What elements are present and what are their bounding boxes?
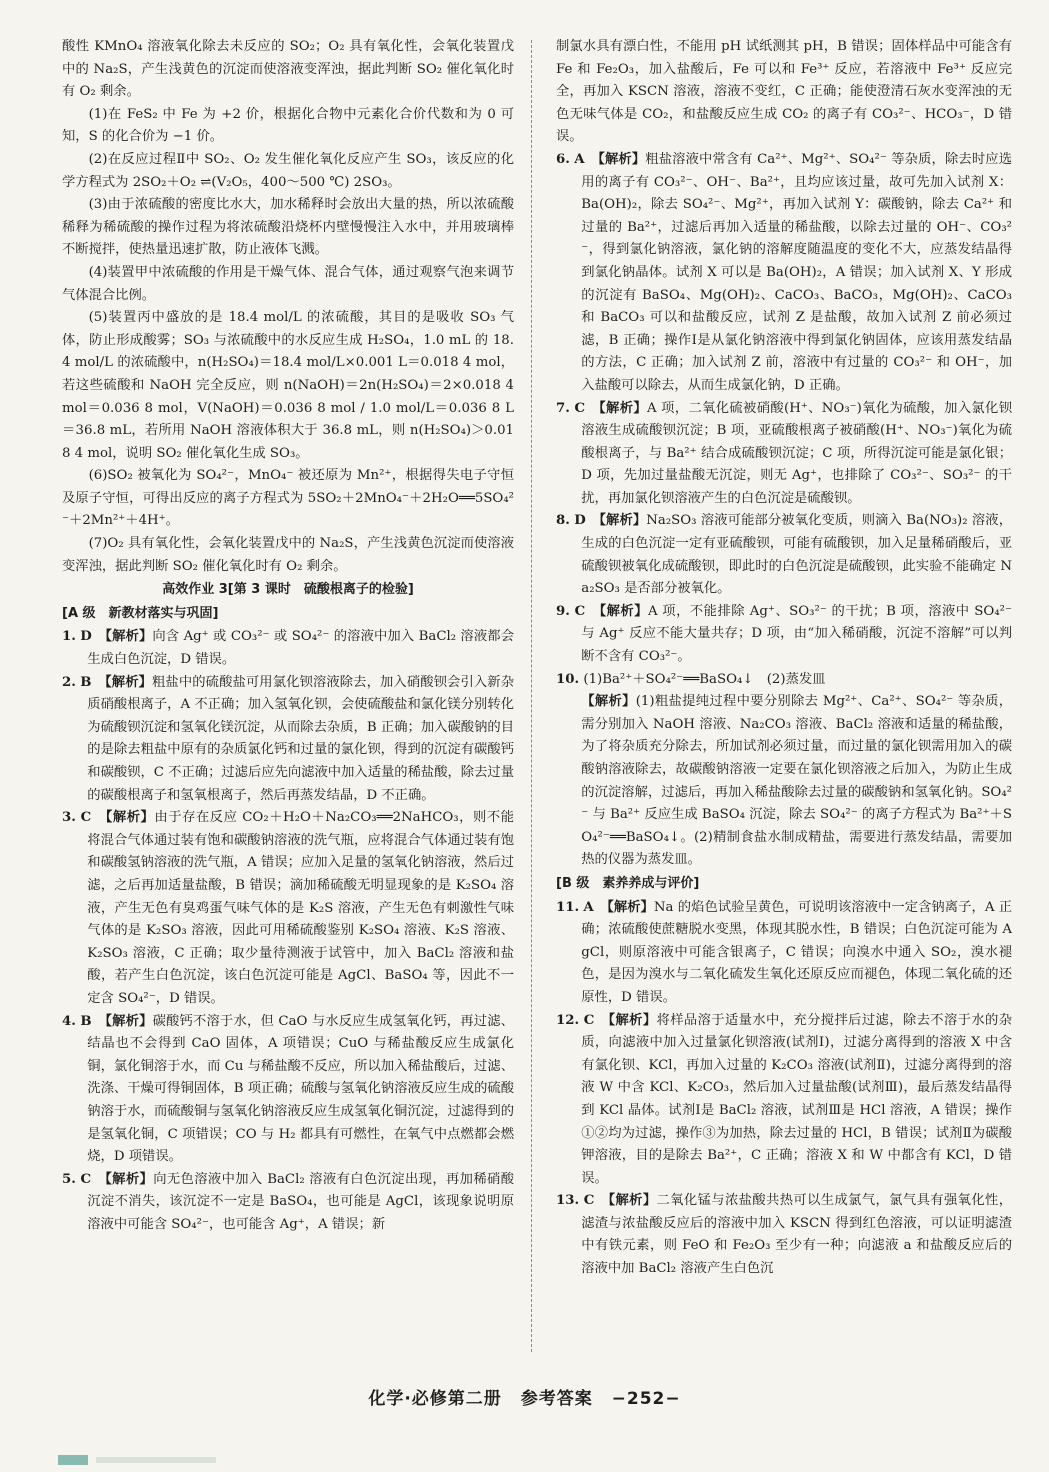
answer-choice: C xyxy=(583,1193,595,1209)
level-heading: [B 级 素养养成与评价] xyxy=(556,875,700,891)
answer-paragraph: (4)装置甲中浓硫酸的作用是干燥气体、混合气体，通过观察气泡来调节气体混合比例。 xyxy=(62,264,514,303)
answer-paragraph: (5)装置丙中盛放的是 18.4 mol/L 的浓硫酸，其目的是吸收 SO₃ 气体，防止形成酸雾；SO₃ 与浓硫酸中的水反应生成 H₂SO₄，1.0 mL 的 18.4 mol/L 的浓硫酸中，n(H₂SO₄)＝18.4 mol/L×0.001 L＝0.018 4 mol，若这些硫酸和 NaOH 完全反应，则 n(NaOH)＝2n(H₂SO₄)＝2×0.018 4 mol＝0.036 8 mol，V(NaOH)＝0.036 8 mol / 1.0 mol/L＝0.036 8 L＝36.8 mL，若所用 NaOH 溶液体积大于 36.8 mL，则 n(H₂SO₄)＞0.018 4 mol，说明 SO₂ 催化氧化生成 SO₃。 xyxy=(62,310,514,461)
answer-paragraph: (7)O₂ 具有氧化性，会氧化装置戊中的 Na₂S，产生浅黄色沉淀而使溶液变浑浊，据此判断 SO₂ 催化氧化时有 O₂ 剩余。 xyxy=(62,536,514,574)
analysis-tag: 【解析】 xyxy=(607,899,654,915)
question-answer xyxy=(556,897,1012,1010)
question-number: 4. xyxy=(62,1013,76,1029)
analysis-tag: 【解析】 xyxy=(599,603,648,619)
answer-choice: A xyxy=(574,151,585,167)
analysis-tag: 【解析】 xyxy=(105,1171,154,1187)
question-number: 3. xyxy=(62,810,76,826)
question-number: 7. xyxy=(556,400,570,416)
answer-paragraph: 酸性 KMnO₄ 溶液氧化除去未反应的 SO₂；O₂ 具有氧化性，会氧化装置戊中的 Na₂S，产生浅黄色的沉淀而使溶液变浑浊，据此判断 SO₂ 催化氧化时有 O₂ 剩余。 xyxy=(62,39,514,100)
question-answer xyxy=(62,672,514,808)
analysis-text: 粗盐溶液中常含有 Ca²⁺、Mg²⁺、SO₄²⁻ 等杂质，除去时应选用的离子有 CO₃²⁻、OH⁻、Ba²⁺，且均应该过量，故可先加入试剂 X：Ba(OH)₂，除去 SO₄²⁻、Mg²⁺，再加入试剂 Y：碳酸钠，除去 Ca²⁺ 和过量的 Ba²⁺，过滤后再加入适量的稀盐酸，以除去过量的 OH⁻、CO₃²⁻，得到氯化钠溶液，氯化钠的溶解度随温度的变化不大，应蒸发结晶得到氯化钠晶体。试剂 X 可以是 Ba(OH)₂，A 错误；加入试剂 X、Y 形成的沉淀有 BaSO₄、Mg(OH)₂、CaCO₃、BaCO₃，Mg(OH)₂、CaCO₃ 和 BaCO₃ 可以和盐酸反应，试剂 Z 是盐酸，故加入试剂 Z 前必须过滤，B 正确；操作Ⅰ是从氯化钠溶液中得到氯化钠固体，应该用蒸发结晶的方法，C 正确；加入试剂 Z 前，溶液中有过量的 CO₃²⁻ 和 OH⁻，加入盐酸可以除去，从而生成氯化钠，D 正确。 xyxy=(581,151,1012,393)
analysis-tag: 【解析】 xyxy=(105,629,153,645)
question-number: 6. xyxy=(556,151,570,167)
analysis-text: Na 的焰色试验呈黄色，可说明该溶液中一定含钠离子，A 正确；浓硫酸使蔗糖脱水变黑，体现其脱水性，B 错误；白色沉淀可能为 AgCl，则原溶液中可能含银离子，C 错误；向溴水中通入 SO₂，溴水褪色，是因为溴水与二氧化硫发生氧化还原反应而褪色，体现二氧化硫的还原性，D 错误。 xyxy=(581,899,1012,1005)
section-title: 高效作业 3[第 3 课时 硫酸根离子的检验] xyxy=(162,582,414,598)
answer-paragraph: (6)SO₂ 被氧化为 SO₄²⁻，MnO₄⁻ 被还原为 Mn²⁺，根据得失电子守恒及原子守恒，可得出反应的离子方程式为 5SO₂＋2MnO₄⁻＋2H₂O══5SO₄²⁻＋2Mn²⁺＋4H⁺。 xyxy=(62,468,514,529)
answer-choice: C xyxy=(80,810,92,826)
analysis-tag: 【解析】 xyxy=(105,1013,153,1029)
analysis-text: 碳酸钙不溶于水，但 CaO 与水反应生成氢氧化钙，再过滤、结晶也不会得到 CaO 固体，A 项错误；CuO 与稀盐酸反应生成氯化铜，氯化铜溶于水，而 Cu 与稀盐酸不反应，所以加入稀盐酸后，过滤、洗涤、干燥可得铜固体，B 项正确；硫酸与氢氧化钠溶液反应生成的硫酸钠溶于水，而硫酸铜与氢氧化钠溶液反应生成氢氧化铜沉淀，过滤得到的是氢氧化铜，C 项错误；CO 与 H₂ 都具有可燃性，在氧气中点燃都会燃烧，D 项错误。 xyxy=(87,1013,514,1165)
analysis-text: Na₂SO₃ 溶液可能部分被氧化变质，则滴入 Ba(NO₃)₂ 溶液，生成的白色沉淀一定有亚硫酸钡，可能有硫酸钡，加入足量稀硝酸后，亚硫酸钡被氧化成硫酸钡，即此时的白色沉淀是硫酸钡，此实验不能确定 Na₂SO₃ 是否部分被氧化。 xyxy=(581,513,1013,597)
answer-choice: A xyxy=(583,899,594,915)
analysis-tag: 【解析】 xyxy=(105,674,153,690)
answer-choice: B xyxy=(80,1013,92,1029)
question-answer xyxy=(62,807,514,1010)
question-answer xyxy=(556,669,1012,692)
analysis-tag: 【解析】 xyxy=(598,151,646,167)
analysis-text: 将样品溶于适量水中，充分搅拌后过滤，除去不溶于水的杂质，向滤液中加入过量氯化钡溶液(试剂Ⅰ)，过滤分离得到的溶液 X 中含有氯化钡、KCl，再加入过量的 K₂CO₃ 溶液(试剂Ⅱ)，过滤分离得到的溶液 W 中含 KCl、K₂CO₃，然后加入过量盐酸(试剂Ⅲ)，最后蒸发结晶得到 KCl 晶体。试剂Ⅰ是 BaCl₂ 溶液，试剂Ⅲ是 HCl 溶液，A 错误；操作①②均为过滤，操作③为加热，除去过量的 HCl，B 错误；试剂Ⅱ为碳酸钾溶液，目的是除去 Ba²⁺，C 正确；溶液 X 和 W 中都含有 KCl，D 错误。 xyxy=(581,1012,1013,1186)
question-answer xyxy=(556,398,1012,511)
level-heading: [A 级 新教材落实与巩固] xyxy=(62,605,219,621)
answer-paragraph: (2)在反应过程Ⅱ中 SO₂、O₂ 发生催化氧化反应产生 SO₃，该反应的化学方程式为 2SO₂＋O₂ ⇌(V₂O₅，400～500 ℃) 2SO₃。 xyxy=(62,151,514,190)
analysis-tag: 【解析】 xyxy=(608,1193,657,1209)
question-number: 11. xyxy=(556,899,580,915)
footer-page-number: −252− xyxy=(611,1389,681,1409)
bottom-decoration xyxy=(96,1457,216,1463)
question-answer xyxy=(62,1169,514,1237)
question-answer xyxy=(556,149,1012,398)
answer-choice: C xyxy=(80,1171,92,1187)
analysis-text: 向含 Ag⁺ 或 CO₃²⁻ 或 SO₄²⁻ 的溶液中加入 BaCl₂ 溶液都会生成白色沉淀，D 错误。 xyxy=(87,629,514,668)
analysis-tag: 【解析】 xyxy=(599,513,647,529)
question-answer xyxy=(556,601,1012,669)
column-divider xyxy=(531,40,532,1352)
analysis-text: 二氧化锰与浓盐酸共热可以生成氯气，氯气具有强氧化性，滤渣与浓盐酸反应后的溶液中加入 KSCN 得到红色溶液，可以证明滤渣中有铁元素，则 FeO 和 Fe₂O₃ 至少有一种；向滤液 a 和盐酸反应后的溶液中加 BaCl₂ 溶液产生白色沉 xyxy=(581,1193,1013,1277)
analysis-text: A 项，二氧化硫被硝酸(H⁺、NO₃⁻)氧化为硫酸，加入氯化钡溶液生成硫酸钡沉淀；B 项，亚硫酸根离子被硝酸(H⁺、NO₃⁻)氧化为硫酸根离子，与 Ba²⁺ 结合成硫酸钡沉淀；C 项，所得沉淀可能是氯化银；D 项，先加过量盐酸无沉淀，则无 Ag⁺，也排除了 CO₃²⁻、SO₃²⁻ 的干扰，再加氯化钡溶液产生的白色沉淀是硫酸钡。 xyxy=(581,400,1012,506)
analysis-tag: 【解析】 xyxy=(105,810,155,826)
answer-choice: D xyxy=(574,513,586,529)
question-number: 2. xyxy=(62,674,76,690)
footer-label: 参考答案 xyxy=(520,1389,593,1409)
question-number: 10. xyxy=(556,671,580,687)
answer-choice: B xyxy=(80,674,92,690)
right-column xyxy=(556,36,1012,1281)
answer-paragraph: (3)由于浓硫酸的密度比水大，加水稀释时会放出大量的热，所以浓硫酸稀释为稀硫酸的操作过程为将浓硫酸沿烧杯内壁慢慢注入水中，并用玻璃棒不断搅拌，使热量迅速扩散，防止液体飞溅。 xyxy=(62,197,514,258)
analysis-tag: 【解析】 xyxy=(608,1012,657,1028)
question-answer xyxy=(556,1010,1012,1191)
footer-subject: 化学·必修第二册 xyxy=(368,1389,502,1409)
question-number: 13. xyxy=(556,1193,580,1209)
question-answer xyxy=(62,1011,514,1169)
question-number: 5. xyxy=(62,1171,76,1187)
left-column xyxy=(62,36,514,1236)
answer-choice: C xyxy=(574,400,586,416)
analysis-text: (1)粗盐提纯过程中要分别除去 Mg²⁺、Ca²⁺、SO₄²⁻ 等杂质，需分别加入 NaOH 溶液、Na₂CO₃ 溶液、BaCl₂ 溶液和适量的稀盐酸，为了将杂质充分除去，所加试剂必须过量，而过量的氯化钡需用加入的碳酸钠溶液除去，故碳酸钠溶液一定要在氯化钡溶液之后加入，为防止生成的沉淀溶解，过滤后，再加入稀盐酸除去过量的碳酸钠和氢氧化钠。SO₄²⁻ 与 Ba²⁺ 反应生成 BaSO₄ 沉淀，除去 SO₄²⁻ 的离子方程式为 Ba²⁺＋SO₄²⁻══BaSO₄↓。(2)精制食盐水制成精盐，需要进行蒸发结晶，需要加热的仪器为蒸发皿。 xyxy=(581,694,1013,868)
question-number: 1. xyxy=(62,629,76,645)
analysis-text: 由于存在反应 CO₂＋H₂O＋Na₂CO₃══2NaHCO₃，则不能将混合气体通过装有饱和碳酸钠溶液的洗气瓶，应将混合气体通过装有饱和碳酸氢钠溶液的洗气瓶，A 错误；应加入足量的氢氧化钠溶液，然后过滤，之后再加适量盐酸，B 错误；滴加稀硫酸无明显现象的是 K₂SO₄ 溶液，产生无色有臭鸡蛋气味气体的是 K₂S 溶液，产生无色有刺激性气味气体的是 K₂SO₃ 溶液，因此可用稀硫酸鉴别 K₂SO₄ 溶液、K₂S 溶液、K₂SO₃ 溶液，C 正确；取少量待测液于试管中，加入 BaCl₂ 溶液和盐酸，若产生白色沉淀，该白色沉淀可能是 AgCl、BaSO₄ 等，因此不一定含 SO₄²⁻，D 错误。 xyxy=(87,810,514,1006)
answer-paragraph: 制氯水具有漂白性，不能用 pH 试纸测其 pH，B 错误；固体样品中可能含有 Fe 和 Fe₂O₃，加入盐酸后，Fe 可以和 Fe³⁺ 反应，若溶液中 Fe³⁺ 反应完全，再加入 KSCN 溶液，溶液不变红，C 正确；能使澄清石灰水变浑浊的无色无味气体是 CO₂，和盐酸反应生成 CO₂ 的离子有 CO₃²⁻、HCO₃⁻，D 错误。 xyxy=(556,39,1012,145)
question-number: 12. xyxy=(556,1012,580,1028)
answer-paragraph: (1)在 FeS₂ 中 Fe 为 +2 价，根据化合物中元素化合价代数和为 0 可知，S 的化合价为 −1 价。 xyxy=(62,106,514,145)
analysis-tag: 【解析】 xyxy=(581,694,636,710)
answer-choice: C xyxy=(574,603,586,619)
question-answer xyxy=(556,510,1012,600)
answer-choice: C xyxy=(583,1012,595,1028)
analysis-text: 向无色溶液中加入 BaCl₂ 溶液有白色沉淀出现，再加稀硝酸沉淀不消失，该沉淀不一定是 BaSO₄，也可能是 AgCl，该现象说明原溶液中可能含 SO₄²⁻，也可能含 Ag⁺，A 错误；新 xyxy=(87,1171,514,1232)
analysis-text: 粗盐中的硫酸盐可用氯化钡溶液除去，加入硝酸钡会引入新杂质硝酸根离子，A 不正确；加入氢氧化钡，会使硫酸盐和氯化镁分别转化为硫酸钡沉淀和氢氧化镁沉淀，从而除去杂质，B 正确；加入碳酸钠的目的是除去粗盐中原有的杂质氯化钙和过量的氯化钡，得到的沉淀有碳酸钙和碳酸钡，C 不正确；过滤后应先向滤液中加入适量的稀盐酸，除去过量的碳酸根离子和氢氧根离子，然后再蒸发结晶，D 不正确。 xyxy=(87,674,514,803)
analysis-text: A 项，不能排除 Ag⁺、SO₃²⁻ 的干扰；B 项，溶液中 SO₄²⁻ 与 Ag⁺ 反应不能大量共存；D 项，由“加入稀硝酸，沉淀不溶解”可以判断不含有 CO₃²⁻。 xyxy=(581,603,1012,665)
question-number: 8. xyxy=(556,513,570,529)
corner-decoration xyxy=(58,1455,88,1465)
question-answer xyxy=(556,1190,1012,1280)
analysis-paragraph xyxy=(556,691,1012,872)
analysis-text: (1)Ba²⁺＋SO₄²⁻══BaSO₄↓ (2)蒸发皿 xyxy=(583,671,826,687)
question-number: 9. xyxy=(556,603,570,619)
question-answer xyxy=(62,626,514,671)
page-footer xyxy=(0,1384,1049,1409)
analysis-tag: 【解析】 xyxy=(599,400,647,416)
answer-choice: D xyxy=(80,629,92,645)
